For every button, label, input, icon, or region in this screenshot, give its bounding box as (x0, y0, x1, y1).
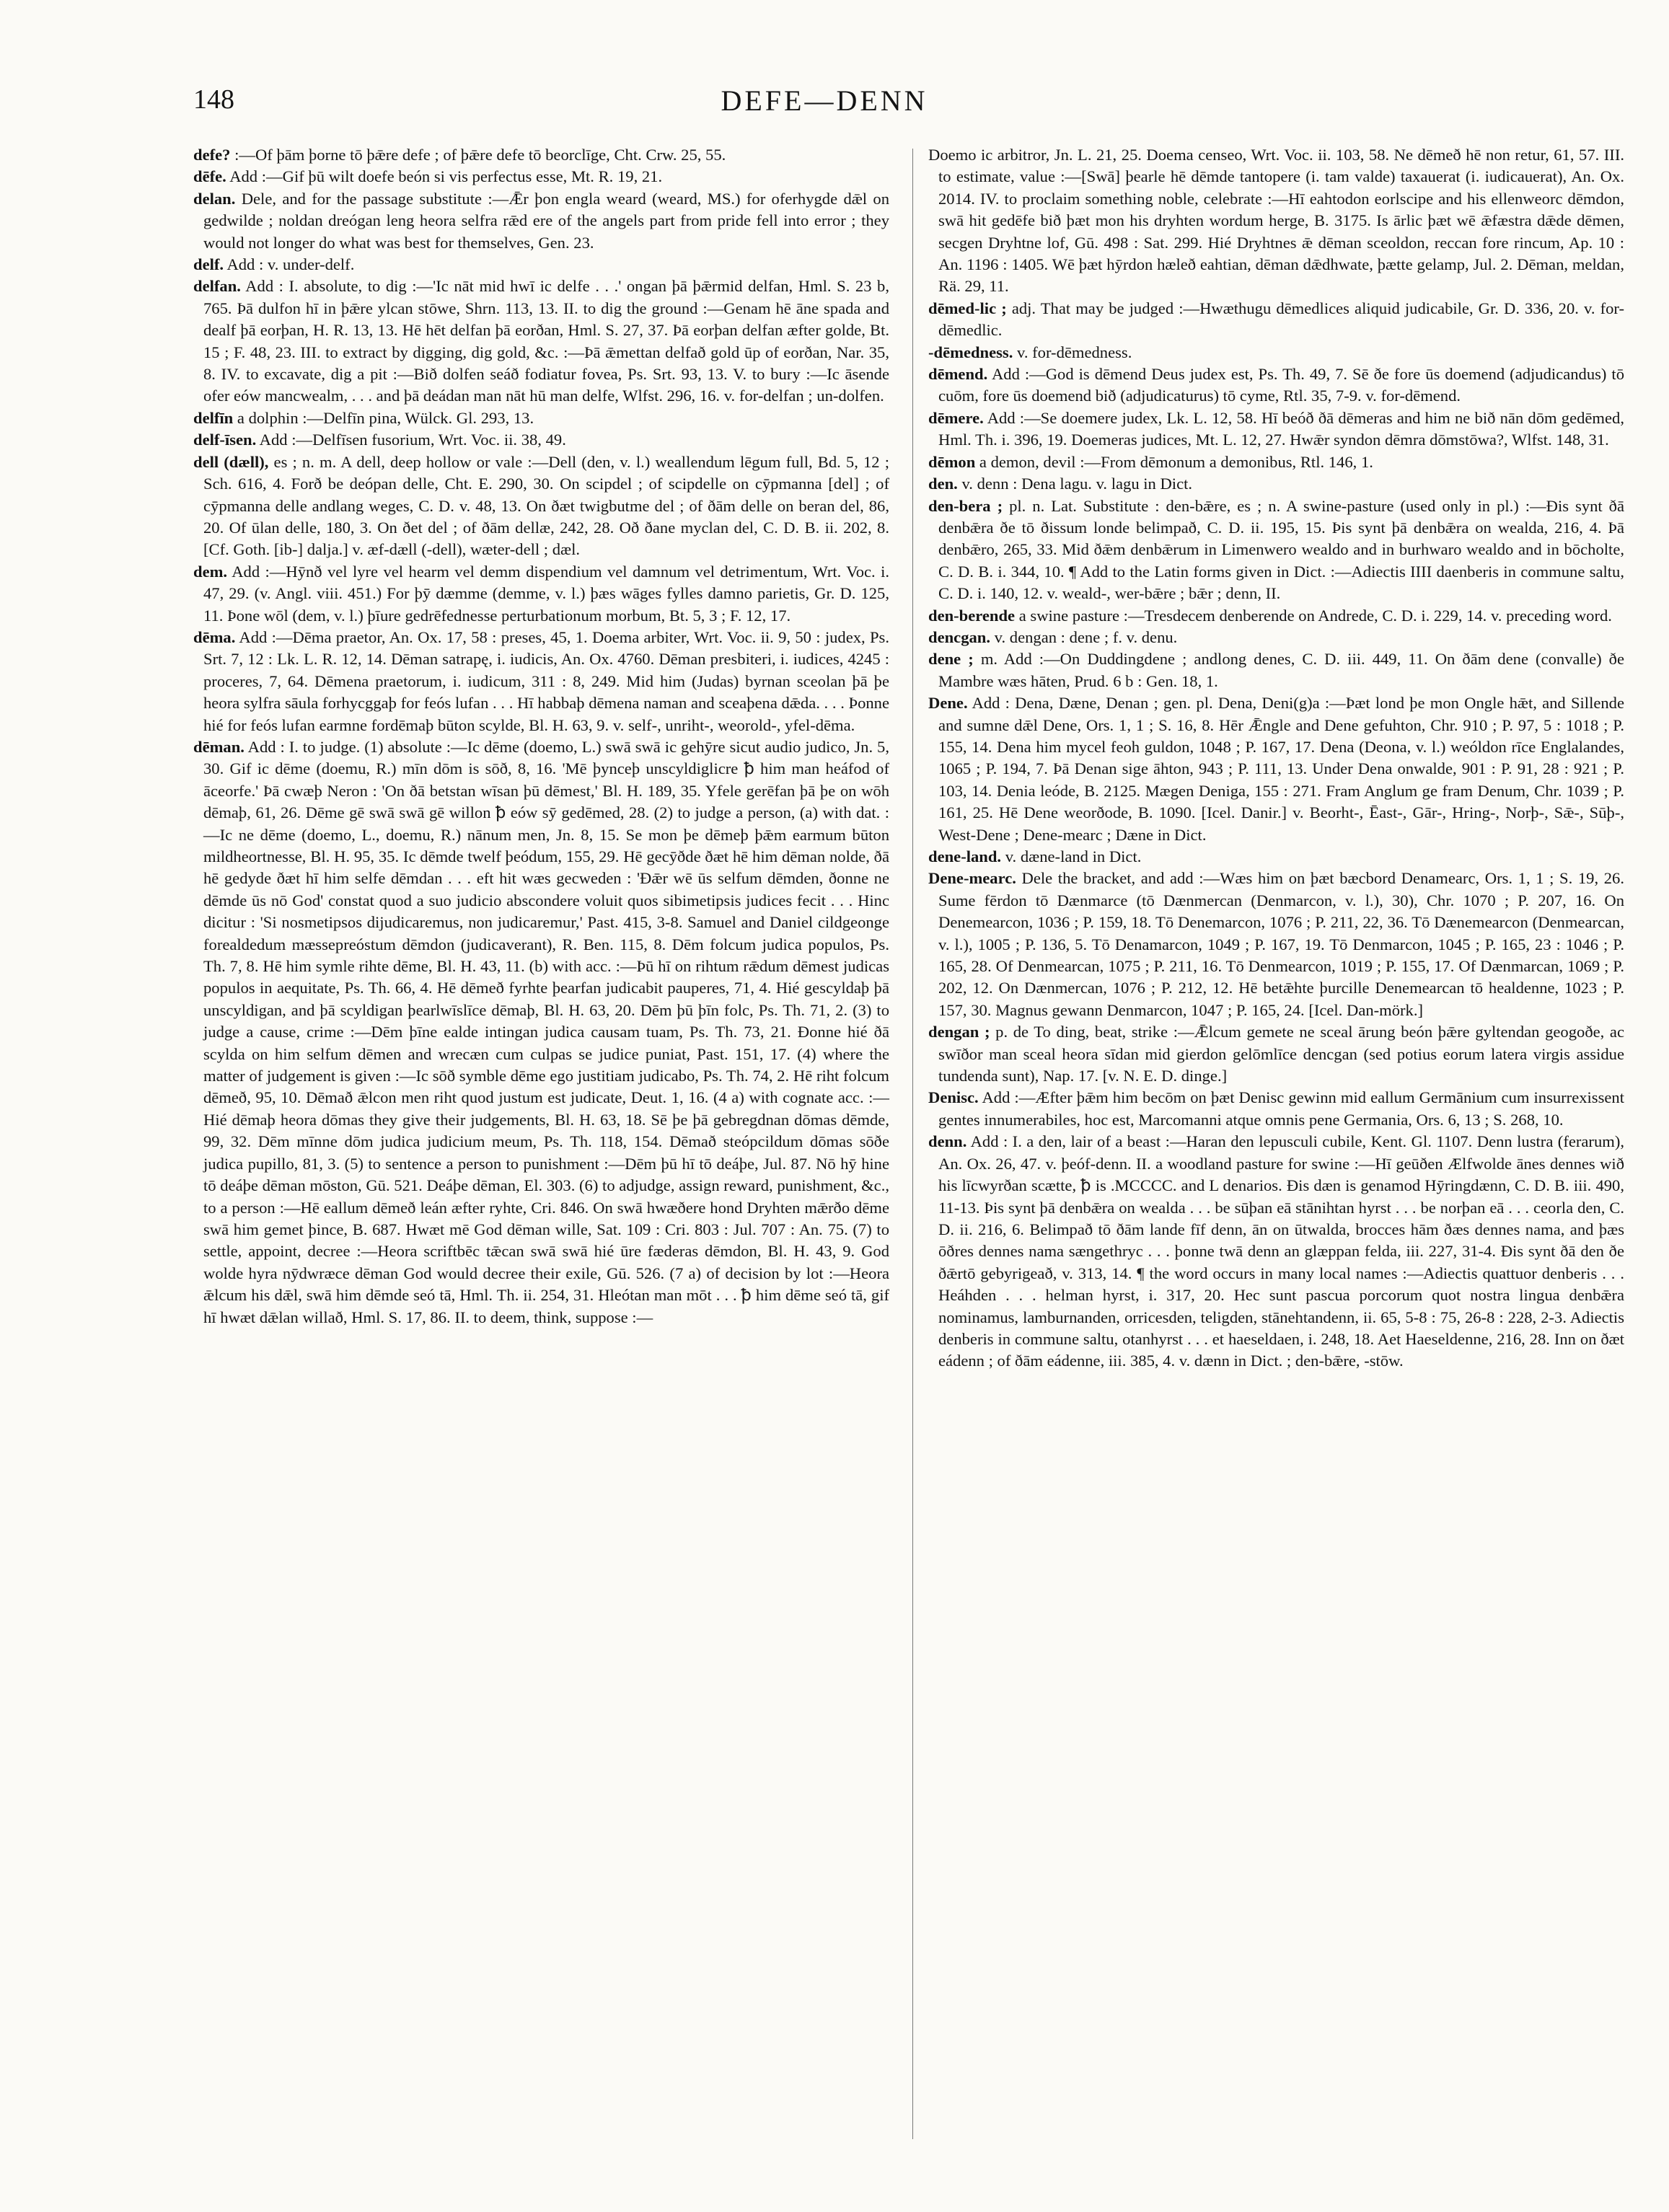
entry-headword: dēfe. (193, 167, 226, 186)
entry-text: Dele, and for the passage substitute :—Ǣr þon engla weard (weard, MS.) for oferhygde dǣl on gedwilde ; noldan dreógan leng heora selfra rǣd ere of the angels part from pride fell into error ; they would not longer do what was best for themselves, Gen. 23. (203, 189, 889, 252)
entry-headword: dell (dæll), (193, 452, 269, 471)
entry-headword: dene ; (928, 650, 974, 669)
entry-headword: delf. (193, 255, 224, 274)
entry-text: Add :—Se doemere judex, Lk. L. 12, 58. Hī beóð ðā dēmeras and him ne bið nān dōm gedēmed, Hml. Th. i. 396, 19. Doemeras judices, Mt. L. 12, 27. Hwǣr syndon dēmra dōmstōwa?, Wlfst. 148, 31. (938, 408, 1624, 449)
entry-text: Add : I. to judge. (1) absolute :—Ic dēme (doemo, L.) swā swā ic gehȳre sicut audio judico, Jn. 5, 30. Gif ic dēme (doemu, R.) mīn dōm is sōð, 8, 16. 'Mē þynceþ unscyldiglicre ꝥ him man heáfod of āceorfe.' Þā cwæþ Neron : 'On ðā betstan wīsan þū dēmest,' Bl. H. 189, 35. Yfele gerēfan þā þe on wōh dēmaþ, 61, 26. Dēme gē swā swā gē willon ꝥ eów sȳ gedēmed, 28. (2) to judge a person, (a) with dat. :—Ic ne dēme (doemo, L., doemu, R.) nānum men, Jn. 8, 15. Se mon þe dēmeþ þǣm earmum būton mildheortnesse, Bl. H. 95, 35. Ic dēmde twelf þeódum, 155, 29. Hē gecȳðde ðæt hē him dēman nolde, ðā hē gedyde ðæt hī him selfe dēmdan . . . eft hit wæs gecweden : 'Ðǣr wē ūs selfum dēmden, ðonne ne dēmde ūs nō God' constat quod a suo judicio abscondere voluit quos sibimetipsis judices fecit . . . Hinc dicitur : 'Si nosmetipsos dijudicaremus, non judicaremur,' Past. 415, 3-8. Samuel and Daniel cildgeonge forealdedum mæssepreóstum dēmdon (judicaverant), R. Ben. 115, 8. Dēm folcum judica populos, Ps. Th. 7, 8. Hē him symle rihte dēme, Bl. H. 43, 11. (b) with acc. :—Þū hī on rihtum rǣdum dēmest judicas populos in aequitate, Ps. Th. 66, 4. Hē dēmeð fyrhte þearfan judicabit pauperes, 71, 4. Hié gescyldaþ þā unscyldigan, and þā scyldigan þearlwīslīce dēmaþ, Bl. H. 63, 20. Dēm þū þīn folc, Ps. Th. 71, 2. (3) to judge a cause, crime :—Dēm þīne ealde intingan judica causam tuam, Ps. Th. 73, 21. Ðonne hié ðā scylda on him selfum dēmen and wrecæn cum culpas se judice puniat, Past. 151, 17. (4) where the matter of judgement is given :—Ic sōð symble dēme ego justitiam judicabo, Ps. Th. 74, 2. Hē riht folcum dēmeð, 95, 10. Dēmað ǣlcon men riht quod justum est judicate, Deut. 1, 16. (4 a) with cognate acc. :—Hié dēmaþ heora dōmas they give their judgements, Bl. H. 63, 18. Sē þe þā gebregdnan dōmas dēmde, 99, 32. Dēm mīnne dōm judica judicium meum, Ps. Th. 118, 154. Dēmað steópcildum dōmas sōðe judica pupillo, 81, 3. (5) to sentence a person to punishment :—Dēm þū hī tō deáþe, Jul. 87. Nō hȳ hine tō deáþe dēman mōston, Gū. 521. Deáþe dēman, El. 303. (6) to adjudge, assign reward, punishment, &c., to a person :—Hē eallum dēmeð leán æfter ryhte, Cri. 846. On swā hwæðere hond Dryhten mǣrðo dēme swā him gemet þince, B. 687. Hwæt mē God dēman wille, Sat. 109 : Cri. 803 : Jul. 707 : An. 75. (7) to settle, appoint, decree :—Heora scriftbēc tǣcan swā swā hié ūre fæderas dēmdon, Bl. H. 43, 9. God wolde hyra nȳdwræce dēman God would decree their exile, Gū. 526. (7 a) of decision by lot :—Heora ǣlcum his dǣl, swā him dēmde seó tā, Hml. Th. ii. 254, 31. Hleótan man mōt . . . ꝥ him dēme seó tā, gif hī hwæt dǣlan willað, Hml. S. 17, 86. II. to deem, think, suppose :— (203, 737, 889, 1326)
entry-text: p. de To ding, beat, strike :—Ǣlcum gemete ne sceal ārung beón þǣre gyltendan geogoðe, ac swīðor man sceal heora sīdan mid gierdon gelōmlīce dencgan (sed potius eorum latera virgis assidue tundenda sunt), Nap. 17. [v. N. E. D. dinge.] (938, 1023, 1624, 1085)
entry-text: adj. That may be judged :—Hwæthugu dēmedlices aliquid judicabile, Gr. D. 336, 20. v. for-dēmedlic. (938, 299, 1624, 340)
entry-text: v. denn : Dena lagu. v. lagu in Dict. (957, 475, 1193, 493)
dictionary-entry (928, 868, 1624, 1021)
page-header (193, 84, 1456, 127)
entry-headword: den-berende (928, 606, 1016, 625)
entry-headword: dencgan. (928, 627, 990, 646)
dictionary-entry (928, 648, 1624, 692)
dictionary-entry (193, 451, 889, 561)
entry-headword: Denisc. (928, 1088, 979, 1107)
dictionary-entry (928, 342, 1624, 363)
dictionary-entry (928, 846, 1624, 868)
dictionary-entry (928, 1131, 1624, 1372)
entry-text: Add :—Delfīsen fusorium, Wrt. Voc. ii. 38, 49. (256, 431, 566, 449)
dictionary-entry (928, 627, 1624, 648)
entry-text: Add :—God is dēmend Deus judex est, Ps. Th. 49, 7. Sē ðe fore ūs doemend (adjudicandus) tō cuōm, fore ūs doemend bið (adjudicaturus) tō cyme, Rtl. 35, 7-9. v. for-dēmend. (938, 365, 1624, 405)
dictionary-entry (193, 144, 889, 166)
dictionary-entry (928, 1087, 1624, 1131)
dictionary-entry (193, 276, 889, 407)
entry-text: v. dæne-land in Dict. (1001, 847, 1142, 865)
dictionary-entry (928, 1021, 1624, 1087)
entry-headword: den. (928, 475, 958, 493)
dictionary-entry (193, 429, 889, 451)
entry-headword: defe? (193, 146, 231, 164)
entry-text: v. for-dēmedness. (1013, 343, 1132, 361)
dictionary-entry (928, 495, 1624, 605)
entry-text: a dolphin :—Delfīn pina, Wülck. Gl. 293, 13. (233, 408, 534, 427)
entry-text: es ; n. m. A dell, deep hollow or vale :—Dell (den, v. l.) weallendum lēgum full, Bd. 5, 12 ; Sch. 616, 4. Forð be deópan delle, Cht. E. 290, 30. On scipdel ; of scipdelle on cȳpmanna [del] ; of cȳpmanna delle andlang weges, C. D. v. 48, 13. On ðæt twigbutme del ; of ðām delle on beran del, 86, 20. Of ūlan delle, 180, 3. On ðet del ; of ðām dellæ, 242, 28. Oð ðane myclan del, C. D. B. ii. 202, 8. [Cf. Goth. [ib-] dalja.] v. æf-dæll (-dell), wæter-dell ; dæl. (203, 452, 889, 559)
entry-text: Doemo ic arbitror, Jn. L. 21, 25. Doema censeo, Wrt. Voc. ii. 103, 58. Ne dēmeð hē non retur, 61, 57. III. to estimate, value :—[Swā] þearle hē dēmde tantopere (i. tam valde) taxauerat (i. iudicauerat), An. Ox. 2014. IV. to proclaim something noble, celebrate :—Hī eahtodon eorlscipe and his ellenweorc dēmdon, swā hit gedēfe bið þæt mon his dryhten wordum herge, B. 3175. Is ārlic þæt wē ǣfæstra dǣde dēmen, secgen Dryhtne lof, Gū. 498 : Sat. 299. Hié Dryhtnes ǣ dēman sceoldon, reccan fore rincum, Ap. 10 : An. 1196 : 1405. Wē þæt hȳrdon hæleð eahtian, dēman dǣdhwate, þætte gelamp, Jul. 2. Dēman, meldan, Rä. 29, 11. (928, 146, 1624, 296)
entry-headword: dēmend. (928, 365, 988, 384)
entry-headword: denn. (928, 1132, 967, 1151)
dictionary-entry (928, 363, 1624, 407)
dictionary-entry (928, 473, 1624, 495)
entry-text: a demon, devil :—From dēmonum a demonibus, Rtl. 146, 1. (975, 452, 1373, 471)
entry-headword: delan. (193, 189, 236, 208)
dictionary-entry (193, 407, 889, 429)
entry-text: :—Of þām þorne tō þǣre defe ; of þǣre defe tō beorclīge, Cht. Crw. 25, 55. (230, 146, 726, 164)
entry-text: a swine pasture :—Tresdecem denberende on Andrede, C. D. i. 229, 14. v. preceding word. (1015, 606, 1612, 625)
entry-headword: dene-land. (928, 847, 1002, 865)
entry-headword: Dene-mearc. (928, 869, 1016, 888)
dictionary-entry (928, 605, 1624, 627)
column-divider (912, 149, 913, 2139)
entry-text: v. dengan : dene ; f. v. denu. (990, 627, 1178, 646)
entry-headword: Dene. (928, 694, 968, 713)
dictionary-entry (928, 144, 1624, 298)
entry-text: Add : I. absolute, to dig :—'Ic nāt mid hwī ic delfe . . .' ongan þā þǣrmid delfan, Hml. S. 23 b, 765. Þā dulfon hī in þǣre ylcan stōwe, Shrn. 113, 13. II. to dig the ground :—Genam hē āne spada and dealf þā eorþan, H. R. 13, 13. Hē hēt delfan þā eorðan, Hml. S. 27, 37. Þā eorþan delfan æfter golde, Bt. 15 ; F. 48, 23. III. to extract by digging, dig gold, &c. :—Þā ǣmettan delfað gold ūp of eorðan, Nar. 35, 8. IV. to excavate, dig a pit :—Bið dolfen seáð fodiatur fovea, Ps. Srt. 93, 13. V. to bury :—Ic āsende ofer eów mancwealm, . . . and þā deádan man nāt hū man delfe, Wlfst. 296, 16. v. for-delfan ; un-dolfen. (203, 277, 889, 405)
entry-text: Add :—Hȳnð vel lyre vel hearm vel demm dispendium vel damnum vel detrimentum, Wrt. Voc. i. 47, 29. (v. Angl. viii. 451.) For þȳ dæmme (demme, v. l.) þæs wāges fylles damno parietis, Gr. D. 125, 11. Þone wōl (dem, v. l.) þīure gedrēfednesse perturbationum morbum, Bt. 5, 3 ; F. 12, 17. (203, 562, 889, 625)
dictionary-entry (928, 407, 1624, 451)
entry-text: Dele the bracket, and add :—Wæs him on þæt bæcbord Denamearc, Ors. 1, 1 ; S. 19, 26. Sume fērdon tō Dænmarce (tō Dænmercan (Denmarcon, v. l.), 30), Chr. 1070 ; P. 207, 16. On Denemearcon, 1036 ; P. 159, 18. Tō Denemarcon, 1076 ; P. 211, 22, 36. Tō Dænemearcon (Denmearcan, v. l.), 1005 ; P. 136, 5. Tō Denamarcon, 1049 ; P. 167, 19. Tō Denmarcon, 1045 ; P. 165, 23 : 1046 ; P. 165, 28. Of Denmearcan, 1075 ; P. 211, 16. Tō Denmearcon, 1019 ; P. 155, 17. Of Dænmarcan, 1069 ; P. 202, 12. On Dænmercan, 1076 ; P. 212, 12. Hē betǣhte þurcille Denemearcan tō healdenne, 1023 ; P. 157, 30. Magnus gewann Denmarcon, 1047 ; P. 165, 24. [Icel. Dan-mörk.] (938, 869, 1624, 1019)
entry-text: m. Add :—On Duddingdene ; andlong denes, C. D. iii. 449, 11. On ðām dene (convalle) ðe Mambre wæs hāten, Prud. 6 b : Gen. 18, 1. (938, 650, 1624, 690)
entry-headword: dem. (193, 562, 228, 581)
entry-headword: den-bera ; (928, 496, 1003, 515)
left-column (193, 144, 889, 1328)
page-number: 148 (193, 84, 234, 115)
dictionary-entry (193, 254, 889, 276)
entry-headword: -dēmedness. (928, 343, 1013, 361)
dictionary-entry (193, 561, 889, 627)
dictionary-entry (193, 188, 889, 254)
entry-text: pl. n. Lat. Substitute : den-bǣre, es ; n. A swine-pasture (used only in pl.) :—Ðis synt ðā denbǣra ðe tō ðissum londe belimpað, C. D. ii. 195, 15. Þis synt þā denbǣra on wealda, 216, 4. Þā denbǣro, 265, 33. Mid ðǣm denbǣrum in Limenwero wealdo and in burhwaro wealdo and in bōcholte, C. D. B. i. 344, 10. ¶ Add to the Latin forms given in Dict. :—Adiectis IIII daenberis in commune saltu, C. D. i. 140, 12. v. weald-, wer-bǣre ; bǣr ; denn, II. (938, 496, 1624, 603)
dictionary-entry (928, 692, 1624, 846)
entry-headword: delfan. (193, 277, 241, 296)
entry-text: Add : I. a den, lair of a beast :—Haran den lepusculi cubile, Kent. Gl. 1107. Denn lustra (ferarum), An. Ox. 26, 47. v. þeóf-denn. II. a woodland pasture for swine :—Hī geūðen Ælfwolde ānes dennes wið his līcwyrðan scætte, ꝥ is .MCCCC. and L denarios. Ðis dæn is genamod Hȳringdænn, C. D. B. iii. 490, 11-13. Þis synt þā denbǣra on wealda . . . be sūþan eā stānihtan hyrst . . . be norþan eā . . . ceorla den, C. D. ii. 216, 6. Belimpað tō ðām lande fīf denn, ān on ūtwalda, brocces hām ðæs dennes nama, and þæs ōðres dennes nama sængethryc . . . þonne twā denn an glæppan felda, iii. 227, 31-4. Ðis synt ðā den ðe ðǣrtō gebyrigeað, v. 313, 14. ¶ the word occurs in many local names :—Adiectis quattuor denberis . . . Heáhden . . . helman hyrst, i. 317, 20. Hec sunt pascua porcorum quot nostra lingua denbǣra nominamus, lamburnanden, orricesden, teligden, stānehtandenn, ii. 65, 5-8 : 75, 26-8 : 228, 2-3. Adiectis denberis in commune saltu, otanhyrst . . . et haeseldaen, i. 248, 18. Aet Haeseldenne, 216, 28. Inn on ðæt eádenn ; of ðām eádenne, iii. 385, 4. v. dænn in Dict. ; den-bǣre, -stōw. (938, 1132, 1624, 1370)
right-column (928, 144, 1624, 1372)
entry-headword: delfīn (193, 408, 234, 427)
entry-headword: dēmere. (928, 408, 984, 427)
dictionary-entry (193, 166, 889, 188)
dictionary-entry (193, 736, 889, 1328)
entry-text: Add :—Æfter þǣm him becōm on þæt Denisc gewinn mid eallum Germānium cum insurrexissent gentes innumerabiles, hoc est, Marcomanni atque omnis pene Germania, Ors. 6, 13 ; S. 268, 10. (938, 1088, 1624, 1129)
dictionary-entry (928, 298, 1624, 342)
entry-headword: dēman. (193, 737, 245, 756)
entry-text: Add : v. under-delf. (224, 255, 355, 274)
entry-text: Add :—Dēma praetor, An. Ox. 17, 58 : preses, 45, 1. Doema arbiter, Wrt. Voc. ii. 9, 50 : judex, Ps. Srt. 7, 12 : Lk. L. R. 12, 14. Dēman satrapę, i. iudicis, An. Ox. 4760. Dēman presbiteri, i. iudices, 4245 : proceres, 7, 64. Dēmena praetorum, i. iudicum, 311 : 8, 249. Mid him (Judas) byrnan sceolan þā þe heora sylfra sāula forhycggaþ for feós lufan . . . Hī habbaþ dēmena naman and sceaþena dǣda. . . . Þonne hié for feós lufan earmne fordēmaþ būton scylde, Bl. H. 63, 9. v. self-, unriht-, weorold-, yfel-dēma. (203, 627, 889, 734)
dictionary-entry (193, 627, 889, 736)
running-head: DEFE—DENN (721, 84, 928, 117)
entry-headword: delf-īsen. (193, 431, 257, 449)
entry-headword: dengan ; (928, 1023, 990, 1041)
entry-text: Add :—Gif þū wilt doefe beón si vis perfectus esse, Mt. R. 19, 21. (226, 167, 663, 186)
entry-headword: dēmed-lic ; (928, 299, 1007, 317)
entry-headword: dēmon (928, 452, 976, 471)
entry-headword: dēma. (193, 627, 236, 646)
dictionary-entry (928, 451, 1624, 473)
entry-text: Add : Dena, Dæne, Denan ; gen. pl. Dena, Deni(g)a :—Þæt lond þe mon Ongle hǣt, and Sillende and sumne dǣl Dene, Ors. 1, 1 ; S. 16, 8. Hēr Ǣngle and Dene gefuhton, Chr. 910 ; P. 97, 5 : 1018 ; P. 155, 14. Dena him mycel feoh guldon, 1048 ; P. 167, 17. Dena (Deona, v. l.) weóldon rīce Englalandes, 1065 ; P. 194, 7. Þā Denan sige āhton, 943 ; P. 111, 13. Under Dena onwalde, 901 : P. 91, 28 : 921 ; P. 103, 14. Denia leóde, B. 2125. Mægen Deniga, 155 : 271. Fram Anglum ge fram Denum, Chr. 1039 ; P. 161, 25. Hē Dene weorðode, B. 1090. [Icel. Danir.] v. Beorht-, Ēast-, Gār-, Hring-, Norþ-, Sǣ-, Sūþ-, West-Dene ; Dene-mearc ; Dæne in Dict. (938, 694, 1624, 844)
